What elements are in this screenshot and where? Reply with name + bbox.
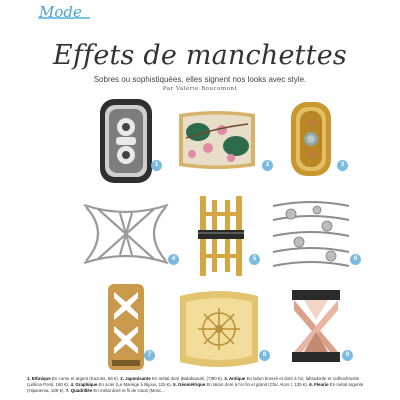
product-caption — [27, 376, 373, 394]
caption-item-3-desc: En laiton brossé et doré à l'or, labradorite et rodhochrosite (Lellicia Ponti, 160 €). — [27, 376, 360, 387]
caption-item-5-desc: En laiton doré à l'or fin et granit (Chic Alors !, 135 €). — [206, 382, 309, 387]
section-header — [36, 3, 92, 25]
cuff-image-1 — [98, 97, 154, 185]
item-number-7: 7 — [144, 350, 155, 361]
caption-item-6-name: 6. Fleurie — [309, 382, 329, 387]
caption-item-5-name: 5. Géométrique — [173, 382, 206, 387]
item-number-2: 2 — [262, 160, 273, 171]
article-subtitle: Sobres ou sophistiquées, elles signent nos looks avec style. — [93, 75, 307, 84]
article-byline: Par Valérie Boucomont — [162, 86, 238, 92]
item-number-5: 5 — [249, 254, 260, 265]
caption-item-6-desc: En métal argenté (Hipanema, 109 €). — [27, 382, 364, 393]
item-number-8: 8 — [259, 350, 270, 361]
cuff-image-6 — [269, 196, 353, 274]
item-number-3: 3 — [337, 160, 348, 171]
cuff-image-3 — [288, 98, 334, 180]
cuff-image-5 — [196, 194, 246, 278]
caption-item-3-name: 3. Antique — [224, 376, 246, 381]
cuff-image-7 — [106, 282, 146, 372]
caption-item-2-name: 2. Japonisante — [120, 376, 151, 381]
article-title: Effets de manchettes — [53, 40, 347, 71]
caption-item-7-desc: En métal doré et fil de coton (Mosc... — [93, 388, 165, 393]
item-number-1: 1 — [151, 160, 162, 171]
caption-item-1-desc: En corne et argent (Kazuris, 59 €). — [51, 376, 120, 381]
item-number-9: 9 — [342, 350, 353, 361]
caption-item-4-desc: En acier (Le Manège à Bijoux, 115 €). — [98, 382, 172, 387]
item-number-4: 4 — [168, 254, 179, 265]
caption-item-1-name: 1. Ethnique — [27, 376, 51, 381]
item-number-6: 6 — [350, 254, 361, 265]
section-label: Mode — [39, 3, 82, 21]
cuff-image-9 — [290, 286, 342, 366]
cuff-image-2 — [176, 108, 258, 172]
cuff-image-8 — [176, 288, 262, 370]
caption-item-2-desc: En métal doré (Balabaoulé, (?)90 €). — [152, 376, 224, 381]
caption-item-4-name: 4. Graphique — [70, 382, 98, 387]
caption-item-7-name: 7. Quadrillée — [65, 388, 93, 393]
cuff-image-4 — [80, 197, 172, 271]
